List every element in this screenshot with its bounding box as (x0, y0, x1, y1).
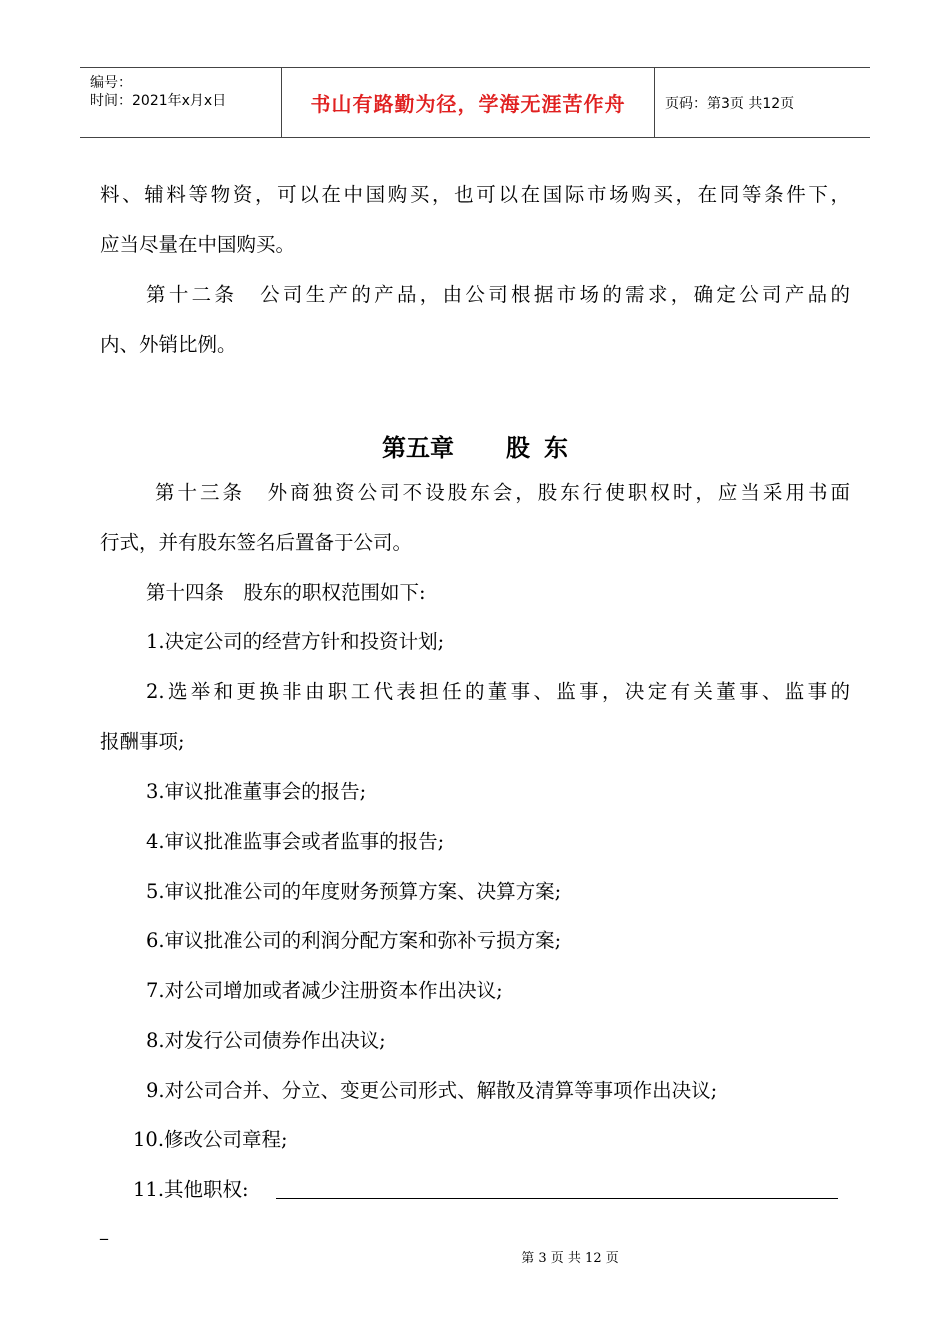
article-13: 第十三条 外商独资公司不设股东会，股东行使职权时，应当采用书面 (155, 481, 850, 504)
code-label: 编号： (90, 75, 132, 91)
trailing-dash: _ (100, 1221, 108, 1240)
paragraph-line: 料、辅料等物资，可以在中国购买，也可以在国际市场购买，在同等条件下， (100, 183, 850, 206)
chapter-name-part: 东 (544, 433, 568, 462)
list-item: 9.对公司合并、分立、变更公司形式、解散及清算等事项作出决议; (146, 1079, 718, 1102)
page-footer: 第 3 页 共 12 页 (521, 1251, 619, 1266)
list-item: 6.审议批准公司的利润分配方案和弥补亏损方案; (146, 929, 562, 952)
list-item: 5.审议批准公司的年度财务预算方案、决算方案; (146, 880, 562, 903)
date-label: 时间：2021年x月x日 (90, 93, 227, 109)
list-item: 1.决定公司的经营方针和投资计划; (146, 630, 445, 653)
article-14: 第十四条 股东的职权范围如下: (146, 581, 426, 604)
header-page-info: 页码：第3页 共12页 (665, 95, 795, 112)
header-meta (80, 68, 282, 137)
chapter-heading (0, 428, 950, 463)
paragraph-line: 内、外销比例。 (100, 333, 237, 356)
header-motto: 书山有路勤为径，学海无涯苦作舟 (282, 68, 655, 137)
list-item: 3.审议批准董事会的报告; (146, 780, 367, 803)
document-header (80, 67, 870, 138)
chapter-name-part: 股 (506, 433, 530, 462)
list-item-continued: 报酬事项; (100, 730, 185, 753)
list-item: 10.修改公司章程; (133, 1128, 288, 1151)
paragraph-line: 行式，并有股东签名后置备于公司。 (100, 531, 413, 554)
fill-in-blank-line (276, 1198, 838, 1199)
chapter-number: 第五章 (382, 433, 454, 462)
paragraph-line: 应当尽量在中国购买。 (100, 233, 296, 256)
list-item: 2.选举和更换非由职工代表担任的董事、监事，决定有关董事、监事的 (146, 680, 850, 703)
list-item: 8.对发行公司债券作出决议; (146, 1029, 386, 1052)
list-item: 7.对公司增加或者减少注册资本作出决议; (146, 979, 503, 1002)
list-item: 11.其他职权: (133, 1178, 249, 1201)
article-12: 第十二条 公司生产的产品，由公司根据市场的需求，确定公司产品的 (146, 283, 850, 306)
list-item: 4.审议批准监事会或者监事的报告; (146, 830, 445, 853)
